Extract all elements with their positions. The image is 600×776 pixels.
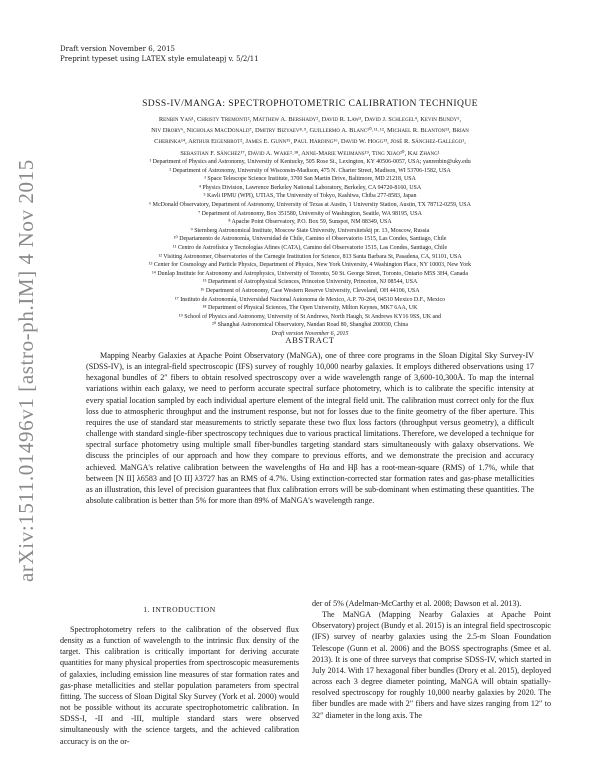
preprint-header	[60, 45, 259, 64]
affiliation-line: ¹⁶ Department of Astronomy, Case Western Reserve University, Cleveland, OH 44106, USA	[200, 287, 420, 294]
affiliation-line: ¹⁰ Departamento de Astronomía, Universidad de Chile, Camino el Observatorio 1515, Las Condes, Santiago, Chile	[173, 236, 447, 243]
abstract-text: Mapping Nearby Galaxies at Apache Point Observatory (MaNGA), one of three core programs in the Sloan Digital Sky Survey-IV (SDSS-IV), is an integral-field spectroscopic (IFS) survey of roughly 10,000 nearby galaxies. It employs dithered observations using 17 hexagonal bundles of 2″ fibers to obtain resolved spectroscopy over a wide wavelength range of 3,600-10,300Å. To map the internal variations within each galaxy, we need to perform accurate spectral surface photometry, which is to calibrate the specific intensity at every spatial location sampled by each individual aperture element of the integral field unit. The calibration must correct only for the flux loss due to atmospheric throughput and the instrument response, but not for losses due to the finite geometry of the fiber aperture. This requires the use of standard star measurements to strictly separate these two flux loss factors (throughput versus geometry), a difficult challenge with standard single-fiber spectroscopy techniques due to various practical limitations. Therefore, we developed a technique for spectral surface photometry using multiple small fiber-bundles targeting standard stars simultaneously with galaxy observations. We discuss the principles of our approach and how they compare to previous efforts, and we demonstrate the precision and accuracy achieved. MaNGA's relative calibration between the wavelengths of Hα and Hβ has a root-mean-square (RMS) of 1.7%, while that between [N II] λ6583 and [O II] λ3727 has an RMS of 4.7%. Using extinction-corrected star formation rates and gas-phase metallicities as an illustration, this level of precision guarantees that flux calibration errors will be sub-dominant when estimating these quantities. The absolute calibration is better than 5% for more than 89% of MaNGA's wavelength range.	[86, 351, 534, 506]
left-column	[60, 605, 299, 747]
affiliation-line: ¹⁹ School of Physics and Astronomy, University of St Andrews, North Haugh, St Andrews KY16 9SS, UK and	[178, 313, 442, 320]
affiliation-line: ⁹ Sternberg Astronomical Institute, Moscow State University, Universitetskij pr. 13, Moscow, Russia	[190, 227, 430, 234]
intro-paragraph-1: Spectrophotometry refers to the calibration of the observed flux density as a function of wavelength to the intrinsic flux density of the target. This calibration is critically important for deriving accurate quantities for many physical properties from spectroscopic measurements of galaxies, including emission line measures of star formation rates and gas-phase metallicities and stellar population parameters from spectral fitting. The success of Sloan Digital Sky Survey (York et al. 2000) would not be possible without its accurate spectrophotometric calibration. In SDSS-I, -II and -III, multiple standard stars were observed simultaneously with the science targets, and the achieved calibration accuracy is on the or-	[60, 625, 299, 746]
affiliation-line: ¹⁸ Department of Physical Sciences, The Open University, Milton Keynes, MK7 6AA, UK	[202, 305, 418, 312]
arxiv-id-text: arXiv:1511.01496v1 [astro-ph.IM] 4 Nov 2015	[14, 159, 38, 582]
section-heading-introduction: 1. INTRODUCTION	[143, 605, 216, 614]
affiliation-line: ¹⁵ Department of Astrophysical Sciences, Princeton University, Princeton, NJ 08544, USA	[202, 279, 418, 286]
affiliation-line: ² Department of Astronomy, University of Wisconsin-Madison, 475 N. Charter Street, Madison, WI 53706-1582, USA	[169, 167, 451, 174]
author-line: Sebastian F. Sánchez¹⁷, David A. Wake²˒¹⁸, Anne-Marie Weijmans¹⁹, Ting Xiao²⁰, Kai Zhang¹	[180, 149, 440, 157]
affiliation-line: ⁴ Physics Division, Lawrence Berkeley National Laboratory, Berkeley, CA 94720-8160, USA	[198, 184, 422, 191]
affiliation-line: ¹¹ Centro de Astrofísica y Tecnologías Afines (CATA), Camino del Observatorio 1515, Las Condes, Santiago, Chile	[172, 244, 448, 251]
affiliation-line: ¹³ Center for Cosmology and Particle Physics, Department of Physics, New York University, 4 Washington Place, NY 10003, New York	[148, 262, 472, 269]
affiliation-line: ⁷ Department of Astronomy, Box 351580, University of Washington, Seattle, WA 98195, USA	[198, 210, 422, 217]
affiliation-list	[56, 158, 564, 338]
affiliation-line: ³ Space Telescope Science Institute, 3700 San Martin Drive, Baltimore, MD 21218, USA	[204, 176, 416, 183]
draft-version-line: Draft version November 6, 2015	[60, 45, 175, 53]
author-line: Niv Drory⁶, Nicholas MacDonald⁷, Dmitry Bizyaev⁸˒⁹, Guillermo A. Blanc¹⁰˒¹¹˒¹², Michael R. Blanton¹³, Brian	[151, 127, 469, 135]
affiliation-line: ¹ Department of Physics and Astronomy, University of Kentucky, 505 Rose St., Lexington, KY 40506-0057, USA; yanrenbin@uky.edu	[149, 159, 471, 165]
affiliation-line: ⁵ Kavli IPMU (WPI), UTIAS, The University of Tokyo, Kashiwa, Chiba 277-8583, Japan	[203, 193, 417, 200]
affiliation-draft-date: Draft version November 6, 2015	[271, 330, 349, 337]
author-line: Cherinka¹⁴, Arthur Eigenbrot², James E. Gunn¹⁵, Paul Harding¹⁶, David W. Hogg¹³, José R. Sánchez-Gallego¹,	[154, 138, 466, 146]
affiliation-line: ²⁰ Shanghai Astronomical Observatory, Nandan Road 80, Shanghai 200030, China	[211, 322, 409, 329]
preprint-style-line: Preprint typeset using LATEX style emulateapj v. 5/2/11	[60, 54, 259, 63]
right-column	[312, 598, 551, 721]
affiliation-line: ¹⁷ Instituto de Astronomía, Universidad Nacional Autonoma de Mexico, A.P. 70-264, 04510 Mexico D.F., Mexico	[174, 296, 446, 303]
author-list	[62, 114, 558, 159]
paper-title: SDSS-IV/MANGA: SPECTROPHOTOMETRIC CALIBRATION TECHNIQUE	[142, 98, 478, 109]
affiliation-line: ¹² Visiting Astronomer, Observatories of the Carnegie Institution for Science, 813 Santa Barbara St, Pasadena, CA, 91101, USA	[158, 253, 462, 260]
affiliation-line: ¹⁴ Dunlap Institute for Astronomy and Astrophysics, University of Toronto, 50 St. George Street, Toronto, Ontario M5S 3H4, Canada	[151, 270, 469, 277]
abstract-heading: ABSTRACT	[285, 335, 335, 345]
author-line: Renbin Yan¹, Christy Tremonti², Matthew A. Bershady², David R. Law³, David J. Schlegel⁴, Kevin Bundy⁵,	[158, 116, 462, 123]
affiliation-line: ⁶ McDonald Observatory, Department of Astronomy, University of Texas at Austin, 1 University Station, Austin, TX 78712-0259, USA	[149, 201, 471, 208]
intro-paragraph-1-continued: der of 5% (Adelman-McCarthy et al. 2008; Dawson et al. 2013).	[312, 599, 522, 608]
affiliation-line: ⁸ Apache Point Observatory, P.O. Box 59, Sunspot, NM 88349, USA	[228, 219, 392, 226]
intro-paragraph-2: The MaNGA (Mapping Nearby Galaxies at Apache Point Observatory) project (Bundy et al. 2015) is an integral field spectroscopic (IFS) survey of nearby galaxies using the 2.5-m Sloan Foundation Telescope (Gunn et al. 2006) and the BOSS spectrographs (Smee et al. 2013). It is one of three surveys that comprise SDSS-IV, which started in July 2014. With 17 hexagonal fiber bundles (Drory et al. 2015), deployed across each 3 degree diameter pointing, MaNGA will obtain spatially-resolved spectroscopy for roughly 10,000 nearby galaxies by 2020. The fiber bundles are made with 2″ fibers and have sizes ranging from 12″ to 32″ diameter in the long axis. The	[312, 610, 551, 720]
